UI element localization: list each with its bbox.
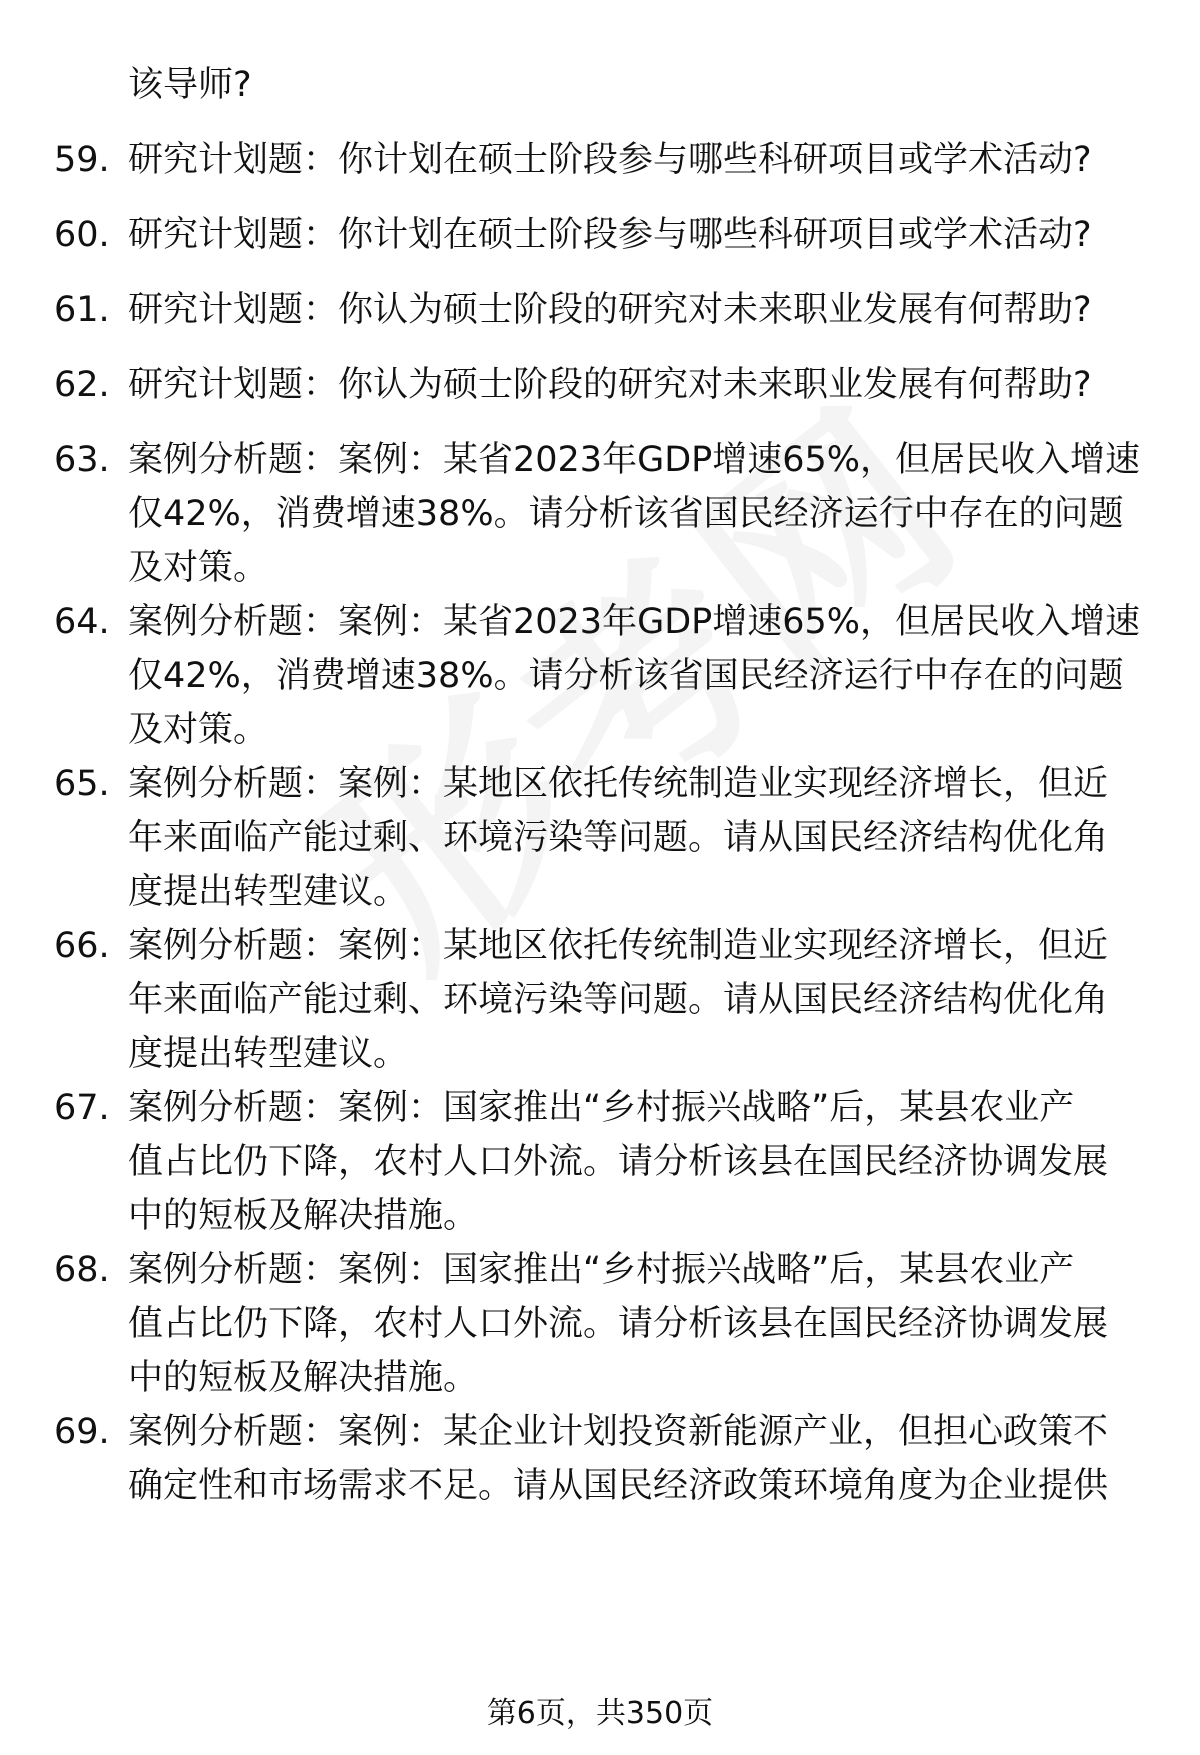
question-text-line: 值占比仍下降，农村人口外流。请分析该县在国民经济协调发展: [128, 1304, 1109, 1344]
question-text-line: 年来面临产能过剩、环境污染等问题。请从国民经济结构优化角: [128, 818, 1109, 858]
question-text-line: 案例分析题：案例：某地区依托传统制造业实现经济增长，但近: [128, 764, 1109, 804]
question-number: 61.: [54, 290, 110, 330]
question-text-line: 案例分析题：案例：国家推出“乡村振兴战略”后，某县农业产: [128, 1088, 1075, 1128]
question-number: 62.: [54, 365, 110, 405]
question-number: 60.: [54, 215, 110, 255]
question-number: 67.: [54, 1088, 110, 1128]
question-number: 59.: [54, 140, 110, 180]
question-text-line: 案例分析题：案例：某企业计划投资新能源产业，但担心政策不: [128, 1412, 1109, 1452]
question-number: 65.: [54, 764, 110, 804]
question-text-line: 案例分析题：案例：国家推出“乡村振兴战略”后，某县农业产: [128, 1250, 1075, 1290]
question-text-line: 仅42%，消费增速38%。请分析该省国民经济运行中存在的问题: [128, 656, 1124, 696]
question-text-line: 中的短板及解决措施。: [128, 1196, 479, 1236]
question-text-line: 值占比仍下降，农村人口外流。请分析该县在国民经济协调发展: [128, 1142, 1109, 1182]
question-text-line: 中的短板及解决措施。: [128, 1358, 479, 1398]
question-text-line: 研究计划题：你计划在硕士阶段参与哪些科研项目或学术活动?: [128, 215, 1092, 255]
question-number: 64.: [54, 602, 110, 642]
question-text-line: 确定性和市场需求不足。请从国民经济政策环境角度为企业提供: [128, 1466, 1109, 1506]
question-text-line: 年来面临产能过剩、环境污染等问题。请从国民经济结构优化角: [128, 980, 1109, 1020]
question-text-line: 仅42%，消费增速38%。请分析该省国民经济运行中存在的问题: [128, 494, 1124, 534]
question-number: 63.: [54, 440, 110, 480]
question-number: 69.: [54, 1412, 110, 1452]
question-text-line: 及对策。: [128, 710, 269, 750]
question-text-line: 度提出转型建议。: [128, 1034, 409, 1074]
page-footer: 第6页，共350页: [486, 1696, 714, 1731]
question-text-line: 及对策。: [128, 548, 269, 588]
question-text-line: 度提出转型建议。: [128, 872, 409, 912]
question-text-line: 研究计划题：你认为硕士阶段的研究对未来职业发展有何帮助?: [128, 365, 1092, 405]
question-text-line: 案例分析题：案例：某地区依托传统制造业实现经济增长，但近: [128, 926, 1109, 966]
question-number: 66.: [54, 926, 110, 966]
question-text-line: 案例分析题：案例：某省2023年GDP增速65%，但居民收入增速: [128, 602, 1141, 642]
question-text-line: 案例分析题：案例：某省2023年GDP增速65%，但居民收入增速: [128, 440, 1141, 480]
question-text-line: 研究计划题：你认为硕士阶段的研究对未来职业发展有何帮助?: [128, 290, 1092, 330]
question-number: 68.: [54, 1250, 110, 1290]
question-text-line: 研究计划题：你计划在硕士阶段参与哪些科研项目或学术活动?: [128, 140, 1092, 180]
continued-text: 该导师?: [128, 65, 252, 105]
